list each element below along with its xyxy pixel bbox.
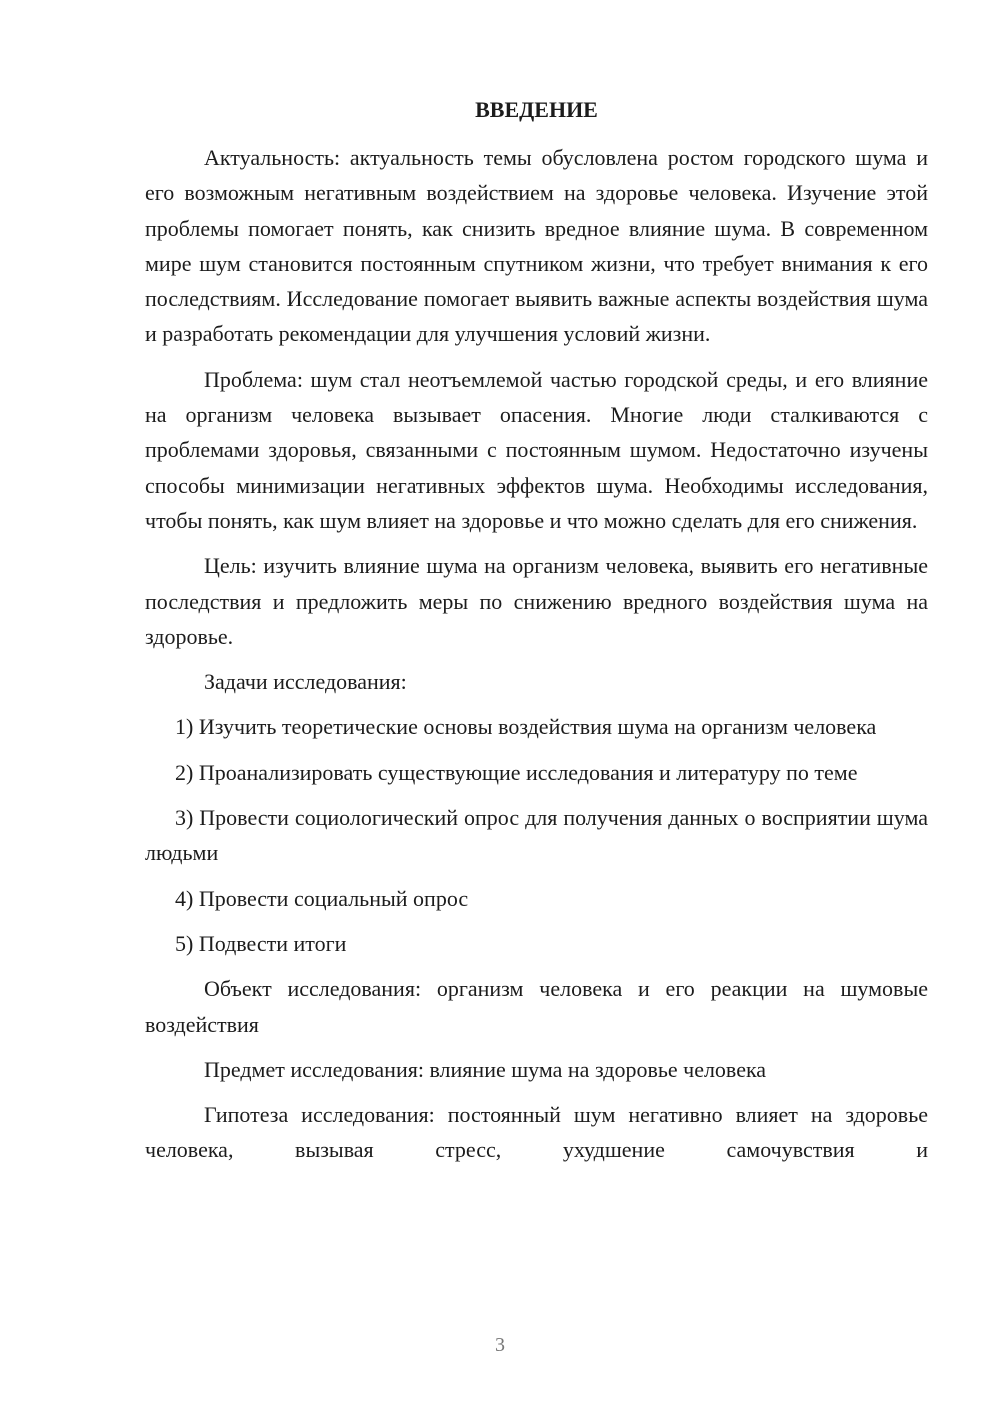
task-item-3: 3) Провести социологический опрос для получения данных о восприятии шума людьми [145, 805, 928, 866]
task-item-5: 5) Подвести итоги [175, 930, 347, 956]
tasks-heading: Задачи исследования: [204, 669, 407, 695]
task-item-4: 4) Провести социальный опрос [175, 885, 469, 911]
paragraph-subject: Предмет исследования: влияние шума на здоровье человека [204, 1056, 767, 1082]
page-content [145, 96, 928, 1168]
task-item-1: 1) Изучить теоретические основы воздействия шума на организм человека [175, 714, 877, 740]
section-title: ВВЕДЕНИЕ [475, 97, 598, 122]
paragraph-problem: Проблема: шум стал неотъемлемой частью городской среды, и его влияние на организм человека вызывает опасения. Многие люди сталкиваются с проблемами здоровья, связанными с постоянным шумом. Недостаточно изучены способы минимизации негативных эффектов шума. Необходимы исследования, чтобы понять, как шум влияет на здоровье и что можно сделать для его снижения. [145, 366, 928, 533]
task-item-2: 2) Проанализировать существующие исследования и литературу по теме [175, 759, 858, 785]
page-number: 3 [495, 1334, 505, 1356]
paragraph-relevance: Актуальность: актуальность темы обусловлена ростом городского шума и его возможным негативным воздействием на здоровье человека. Изучение этой проблемы помогает понять, как снизить вредное влияние шума. В современном мире шум становится постоянным спутником жизни, что требует внимания к его последствиям. Исследование помогает выявить важные аспекты воздействия шума и разработать рекомендации для улучшения условий жизни. [145, 145, 928, 347]
paragraph-hypothesis: Гипотеза исследования: постоянный шум негативно влияет на здоровье человека, вызывая стресс, ухудшение самочувствия и [145, 1102, 928, 1163]
paragraph-object: Объект исследования: организм человека и его реакции на шумовые воздействия [145, 976, 928, 1037]
paragraph-goal: Цель: изучить влияние шума на организм человека, выявить его негативные последствия и предложить меры по снижению вредного воздействия шума на здоровье. [145, 553, 928, 649]
